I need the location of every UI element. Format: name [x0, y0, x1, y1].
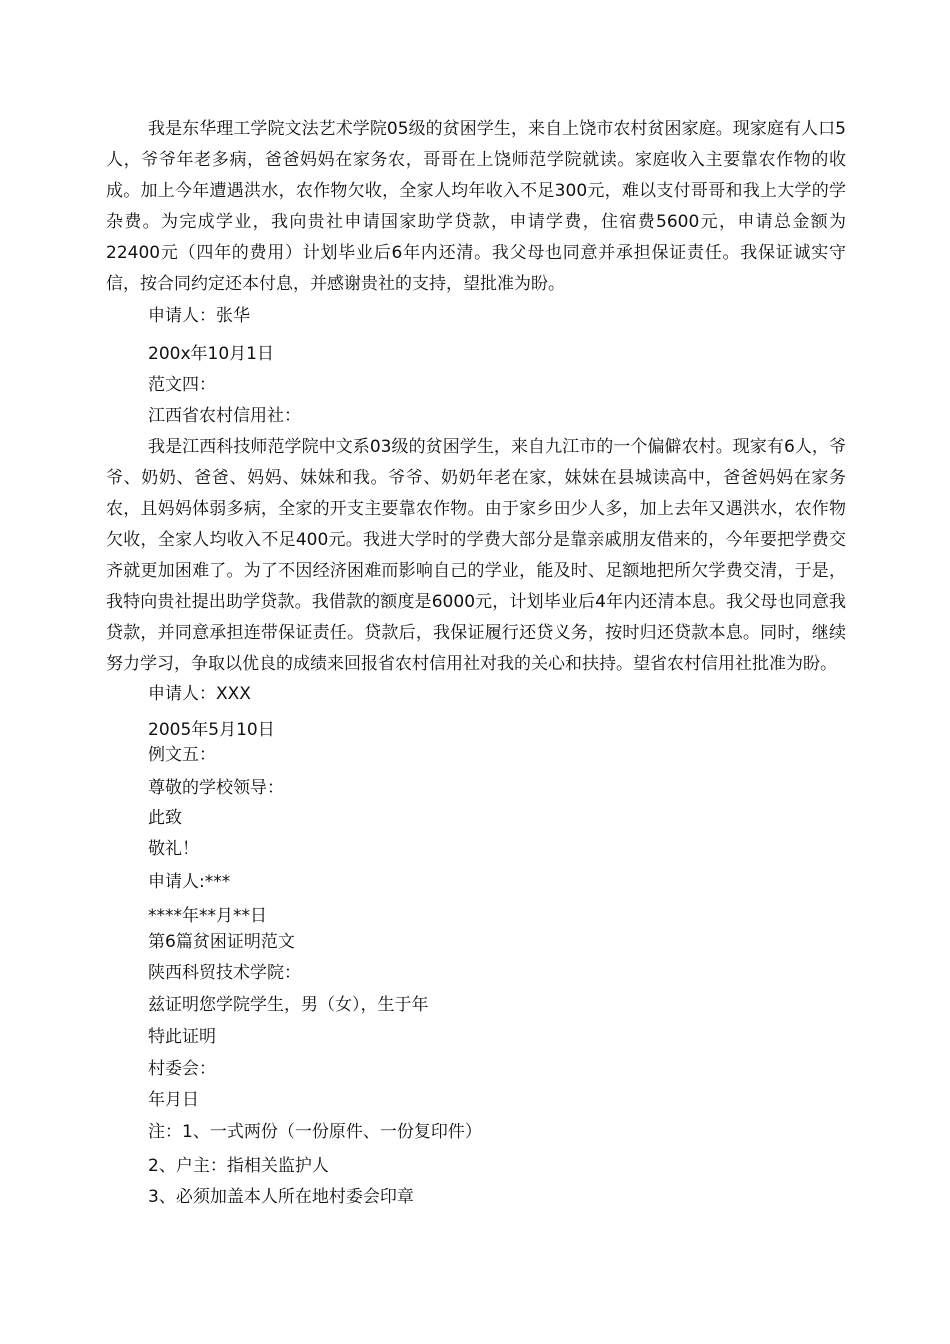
closing-line-2: 敬礼！	[148, 839, 199, 859]
date-2: 2005年5月10日	[148, 720, 275, 740]
section-6-body: 兹证明您学院学生，男（女），生于年	[148, 995, 429, 1015]
sample-5-recipient: 尊敬的学校领导：	[148, 778, 284, 798]
application-paragraph-1: 我是东华理工学院文法艺术学院05级的贫困学生，来自上饶市农村贫困家庭。现家庭有人口5人，爷爷年老多病，爸爸妈妈在家务农，哥哥在上饶师范学院就读。家庭收入主要靠农作物的收成。加上今年遭遇洪水，农作物欠收，全家人均年收入不足300元，难以支付哥哥和我上大学的学杂费。为完成学业，我向贵社申请国家助学贷款，申请学费，住宿费5600元，申请总金额为22400元（四年的费用）计划毕业后6年内还清。我父母也同意并承担保证责任。我保证诚实守信，按合同约定还本付息，并感谢贵社的支持，望批准为盼。	[106, 119, 846, 294]
applicant-signature-3: 申请人:***	[148, 872, 231, 892]
applicant-signature-1: 申请人：张华	[148, 306, 250, 326]
village-committee-label: 村委会：	[148, 1059, 216, 1079]
year-month-day-blank: 年月日	[148, 1090, 199, 1110]
sample-4-recipient: 江西省农村信用社：	[148, 406, 301, 426]
section-6-title: 第6篇贫困证明范文	[148, 932, 295, 952]
note-line-1: 注：1、一式两份（一份原件、一份复印件）	[148, 1122, 482, 1142]
application-paragraph-2: 我是江西科技师范学院中文系03级的贫困学生，来自九江市的一个偏僻农村。现家有6人，爷爷、奶奶、爸爸、妈妈、妹妹和我。爷爷、奶奶年老在家，妹妹在县城读高中，爸爸妈妈在家务农，且妈妈体弱多病，全家的开支主要靠农作物。由于家乡田少人多，加上去年又遇洪水，农作物欠收，全家人均收入不足400元。我进大学时的学费大部分是靠亲戚朋友借来的，今年要把学费交齐就更加困难了。为了不因经济困难而影响自己的学业，能及时、足额地把所欠学费交清，于是，我特向贵社提出助学贷款。我借款的额度是6000元，计划毕业后4年内还清本息。我父母也同意我贷款，并同意承担连带保证责任。贷款后，我保证履行还贷义务，按时归还贷款本息。同时，继续努力学习，争取以优良的成绩来回报省农村信用社对我的关心和扶持。望省农村信用社批准为盼。	[106, 437, 846, 674]
closing-line-1: 此致	[148, 808, 182, 828]
applicant-signature-2: 申请人：XXX	[148, 684, 251, 704]
section-6-recipient: 陕西科贸技术学院：	[148, 963, 301, 983]
section-6-certify: 特此证明	[148, 1027, 216, 1047]
note-line-3: 3、必须加盖本人所在地村委会印章	[148, 1187, 414, 1207]
sample-4-heading: 范文四：	[148, 375, 216, 395]
date-3: ****年**月**日	[148, 906, 267, 926]
sample-5-heading: 例文五：	[148, 745, 216, 765]
note-line-2: 2、户主：指相关监护人	[148, 1156, 329, 1176]
date-1: 200x年10月1日	[148, 344, 274, 364]
